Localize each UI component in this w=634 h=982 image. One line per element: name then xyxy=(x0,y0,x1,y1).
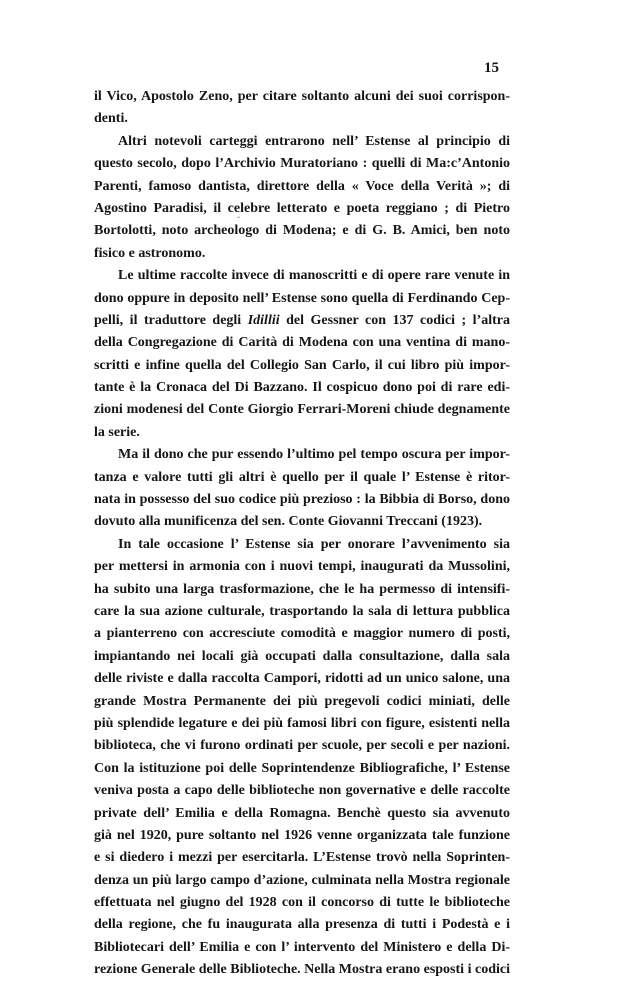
text-line: Bibliotecari dell’ Emilia e con l’ intervento del Ministero e della Di- xyxy=(94,939,510,955)
text-line: Bortolotti, noto archeologo di Modena; e di G. B. Amici, ben noto xyxy=(94,223,510,239)
text-line: zioni modenesi del Conte Giorgio Ferrari-Moreni chiude degnamente xyxy=(94,402,510,418)
text-line: denti. xyxy=(94,111,128,127)
text-line: Altri notevoli carteggi entrarono nell’ Estense al principio di xyxy=(118,133,510,149)
text-line: care la sua azione culturale, trasportando la sala di lettura pubblica xyxy=(94,603,510,619)
text-line: fisico e astronomo. xyxy=(94,245,206,261)
text-line: dono oppure in deposito nell’ Estense sono quella di Ferdinando Cep- xyxy=(94,290,510,306)
text-line: delle riviste e dalla raccolta Campori, ridotti ad un unico salone, una xyxy=(94,671,510,687)
text-line: della regione, che fu inaugurata alla presenza di tutti i Podestà e i xyxy=(94,917,510,933)
text-line: ha subito una larga trasformazione, che le ha permesso di intensifi- xyxy=(94,581,510,597)
stray-mark: ˇ xyxy=(237,215,240,225)
text-line: più splendide legature e dei più famosi libri con figure, esistenti nella xyxy=(94,715,510,731)
text-line: già nel 1920, pure soltanto nel 1926 venne organizzata tale funzione xyxy=(94,827,510,843)
text-line: scritti e infine quella del Collegio San Carlo, il cui libro più impor- xyxy=(94,357,510,373)
text-line: veniva posta a capo delle biblioteche non governative e delle raccolte xyxy=(94,783,510,799)
text-line: il Vico, Apostolo Zeno, per citare soltanto alcuni dei suoi corrispon- xyxy=(94,89,510,104)
text-line: per mettersi in armonia con i nuovi tempi, inaugurati da Mussolini, xyxy=(94,559,510,575)
text-line: Con la istituzione poi delle Soprintendenze Bibliografiche, l’ Estense xyxy=(94,760,510,776)
text-line: effettuata nel giugno del 1928 con il concorso di tutte le biblioteche xyxy=(94,895,510,911)
text-line: tante è la Cronaca del Di Bazzano. Il cospicuo dono poi di rare edi- xyxy=(94,380,510,396)
text-line: la serie. xyxy=(94,424,140,440)
text-line: Ma il dono che pur essendo l’ultimo pel tempo oscura per impor- xyxy=(118,447,510,463)
text-line: pelli, il traduttore degli Idillii del Gessner con 137 codici ; l’altra xyxy=(94,312,510,328)
text-line: private dell’ Emilia e della Romagna. Benchè questo sia avvenuto xyxy=(94,805,510,821)
text-line: In tale occasione l’ Estense sia per onorare l’avvenimento sia xyxy=(118,536,510,552)
text-line: questo secolo, dopo l’Archivio Muratoriano : quelli di Ma:c’Antonio xyxy=(94,156,510,172)
text-line: dovuto alla munificenza del sen. Conte Giovanni Treccani (1923). xyxy=(94,514,483,530)
text-line: Le ultime raccolte invece di manoscritti e di opere rare venute in xyxy=(118,268,510,284)
text-line: impiantando nei locali già occupati dalla consultazione, dalla sala xyxy=(94,648,510,664)
text-line: della Congregazione di Carità di Modena con una ventina di mano- xyxy=(94,335,510,351)
text-line: tanza e valore tutti gli altri è quello per il quale l’ Estense è ritor- xyxy=(94,469,510,485)
page-number: 15 xyxy=(484,60,499,76)
text-line: denza un più largo campo d’azione, culminata nella Mostra regionale xyxy=(94,872,510,888)
text-line: biblioteca, che vi furono ordinati per scuole, per secoli e per nazioni. xyxy=(94,738,510,754)
text-line: e si diedero i mezzi per esercitarla. L’Estense trovò nella Soprinten- xyxy=(94,850,510,866)
text-line: Parenti, famoso dantista, direttore della « Voce della Verità »; di xyxy=(94,178,510,194)
text-line: a pianterreno con accresciute comodità e maggior numero di posti, xyxy=(94,626,510,642)
text-line: rezione Generale delle Biblioteche. Nella Mostra erano esposti i codici xyxy=(94,962,510,978)
body-text xyxy=(94,86,510,982)
text-line: grande Mostra Permanente dei più pregevoli codici miniati, delle xyxy=(94,693,510,709)
text-line: nata in possesso del suo codice più prezioso : la Bibbia di Borso, dono xyxy=(94,492,510,508)
text-line: Agostino Paradisi, il celebre letterato e poeta reggiano ; di Pietro xyxy=(94,200,510,216)
